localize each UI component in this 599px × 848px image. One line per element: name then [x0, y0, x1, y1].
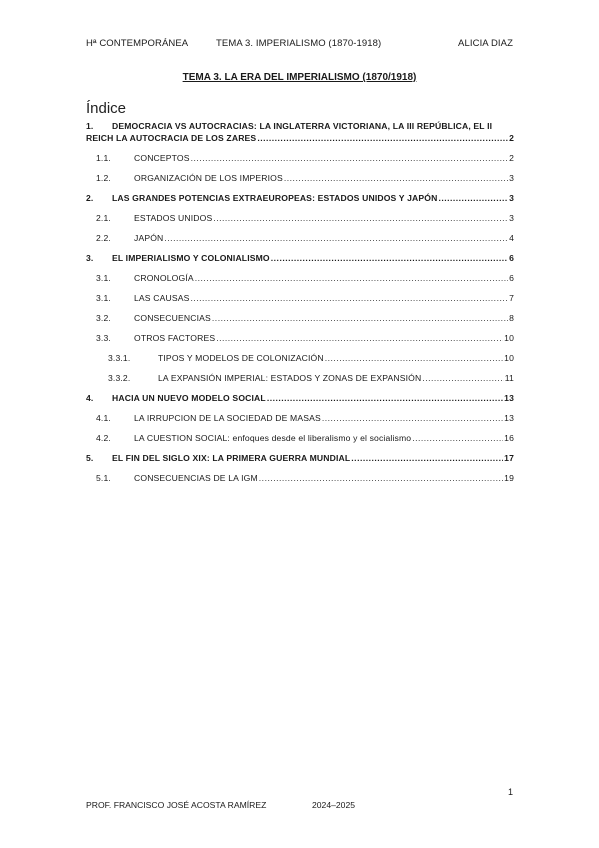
- toc-number: 1.: [86, 121, 94, 131]
- toc-entry-2[interactable]: [86, 192, 514, 204]
- toc-number: 3.3.1.: [108, 353, 131, 363]
- toc-page: 10: [504, 333, 514, 343]
- toc-number: 3.1.: [96, 293, 111, 303]
- toc-number: 3.1.: [96, 273, 111, 283]
- toc-number: 3.2.: [96, 313, 111, 323]
- toc-page: 16: [504, 433, 514, 443]
- toc-leader: [259, 472, 503, 484]
- toc-label: CONSECUENCIAS DE LA IGM: [134, 473, 258, 483]
- toc-leader: [351, 452, 503, 464]
- toc-page: 10: [504, 353, 514, 363]
- page-number: 1: [507, 787, 513, 797]
- toc-page: 7: [509, 293, 514, 303]
- toc-leader: [438, 192, 508, 204]
- document-title: TEMA 3. LA ERA DEL IMPERIALISMO (1870/1918): [182, 72, 417, 83]
- toc-leader: [257, 132, 508, 144]
- toc-page: 3: [509, 213, 514, 223]
- toc-page: 6: [509, 253, 514, 263]
- footer-academic-year: 2024–2025: [312, 800, 356, 810]
- toc-label: CONSECUENCIAS: [134, 313, 211, 323]
- toc-label: HACIA UN NUEVO MODELO SOCIAL: [112, 393, 266, 403]
- toc-leader: [191, 152, 508, 164]
- toc-entry-3-1-cronologia[interactable]: [86, 272, 514, 284]
- toc-label: LA EXPANSIÓN IMPERIAL: ESTADOS Y ZONAS DE EXPANSIÓN: [158, 373, 422, 383]
- toc-label: LAS CAUSAS: [134, 293, 190, 303]
- header-topic: TEMA 3. IMPERIALISMO (1870-1918): [216, 38, 382, 49]
- toc-number: 5.1.: [96, 473, 111, 483]
- toc-leader: [412, 432, 503, 444]
- toc-label: DEMOCRACIA VS AUTOCRACIAS: LA INGLATERRA VICTORIANA, LA III REPÚBLICA, EL II: [112, 121, 493, 131]
- toc-entry-4-1[interactable]: [86, 412, 514, 424]
- toc-page: 11: [504, 373, 514, 383]
- toc-entry-4[interactable]: [86, 392, 514, 404]
- toc-leader: [267, 392, 503, 404]
- toc-number: 2.1.: [96, 213, 111, 223]
- toc-number: 3.: [86, 253, 94, 263]
- toc-label: LA CUESTION SOCIAL: enfoques desde el liberalismo y el socialismo: [134, 433, 412, 443]
- toc-leader: [212, 312, 508, 324]
- toc-label: ESTADOS UNIDOS: [134, 213, 213, 223]
- toc-page: 13: [504, 413, 514, 423]
- toc-entry-3-3-1[interactable]: [86, 352, 514, 364]
- toc-number: 4.1.: [96, 413, 111, 423]
- toc-entry-1-2[interactable]: [86, 172, 514, 184]
- toc-page: 13: [504, 393, 514, 403]
- toc-number: 3.3.: [96, 333, 111, 343]
- toc-entry-1[interactable]: [86, 120, 514, 144]
- toc-leader: [195, 272, 508, 284]
- toc-number: 1.1.: [96, 153, 111, 163]
- toc-label: OTROS FACTORES: [134, 333, 216, 343]
- toc-label-continued: REICH LA AUTOCRACIA DE LOS ZARES: [86, 133, 257, 143]
- toc-entry-2-1[interactable]: [86, 212, 514, 224]
- toc-number: 2.2.: [96, 233, 111, 243]
- toc-leader: [271, 252, 508, 264]
- index-heading: Índice: [86, 100, 127, 117]
- toc-page: 3: [509, 173, 514, 183]
- toc-page: 4: [509, 233, 514, 243]
- table-of-contents: [86, 120, 514, 492]
- toc-page: 2: [509, 153, 514, 163]
- toc-page: 6: [509, 273, 514, 283]
- toc-number: 3.3.2.: [108, 373, 131, 383]
- toc-leader: [190, 292, 508, 304]
- toc-label: EL IMPERIALISMO Y COLONIALISMO: [112, 253, 270, 263]
- toc-leader: [325, 352, 503, 364]
- toc-leader: [164, 232, 508, 244]
- toc-entry-3-3-2[interactable]: [86, 372, 514, 384]
- toc-label: EL FIN DEL SIGLO XIX: LA PRIMERA GUERRA MUNDIAL: [112, 453, 351, 463]
- toc-entry-1-1[interactable]: [86, 152, 514, 164]
- toc-entry-3-1-causas[interactable]: [86, 292, 514, 304]
- toc-label: LA IRRUPCION DE LA SOCIEDAD DE MASAS: [134, 413, 321, 423]
- toc-number: 4.: [86, 393, 94, 403]
- toc-entry-3-2[interactable]: [86, 312, 514, 324]
- toc-leader: [213, 212, 508, 224]
- footer-professor: PROF. FRANCISCO JOSÉ ACOSTA RAMÍREZ: [86, 800, 267, 810]
- toc-label: TIPOS Y MODELOS DE COLONIZACIÓN: [158, 353, 324, 363]
- toc-page: 19: [504, 473, 514, 483]
- toc-entry-3[interactable]: [86, 252, 514, 264]
- toc-label: ORGANIZACIÓN DE LOS IMPERIOS: [134, 173, 283, 183]
- toc-entry-3-3[interactable]: [86, 332, 514, 344]
- toc-entry-4-2[interactable]: [86, 432, 514, 444]
- toc-leader: [284, 172, 508, 184]
- toc-leader: [422, 372, 503, 384]
- toc-number: 1.2.: [96, 173, 111, 183]
- toc-page: 8: [509, 313, 514, 323]
- toc-page: 3: [509, 193, 514, 203]
- toc-number: 2.: [86, 193, 94, 203]
- toc-label: CRONOLOGÍA: [134, 273, 194, 283]
- toc-entry-2-2[interactable]: [86, 232, 514, 244]
- toc-label: JAPÓN: [134, 233, 164, 243]
- toc-label: CONCEPTOS: [134, 153, 190, 163]
- toc-page: 2: [509, 133, 514, 143]
- toc-number: 4.2.: [96, 433, 111, 443]
- toc-page: 17: [504, 453, 514, 463]
- toc-leader: [322, 412, 503, 424]
- toc-leader: [216, 332, 503, 344]
- header-author: ALICIA DIAZ: [458, 38, 513, 49]
- toc-number: 5.: [86, 453, 94, 463]
- header-subject: Hª CONTEMPORÁNEA: [86, 38, 189, 49]
- toc-label: LAS GRANDES POTENCIAS EXTRAEUROPEAS: ESTADOS UNIDOS Y JAPÓN: [112, 193, 438, 203]
- toc-entry-5-1[interactable]: [86, 472, 514, 484]
- toc-entry-5[interactable]: [86, 452, 514, 464]
